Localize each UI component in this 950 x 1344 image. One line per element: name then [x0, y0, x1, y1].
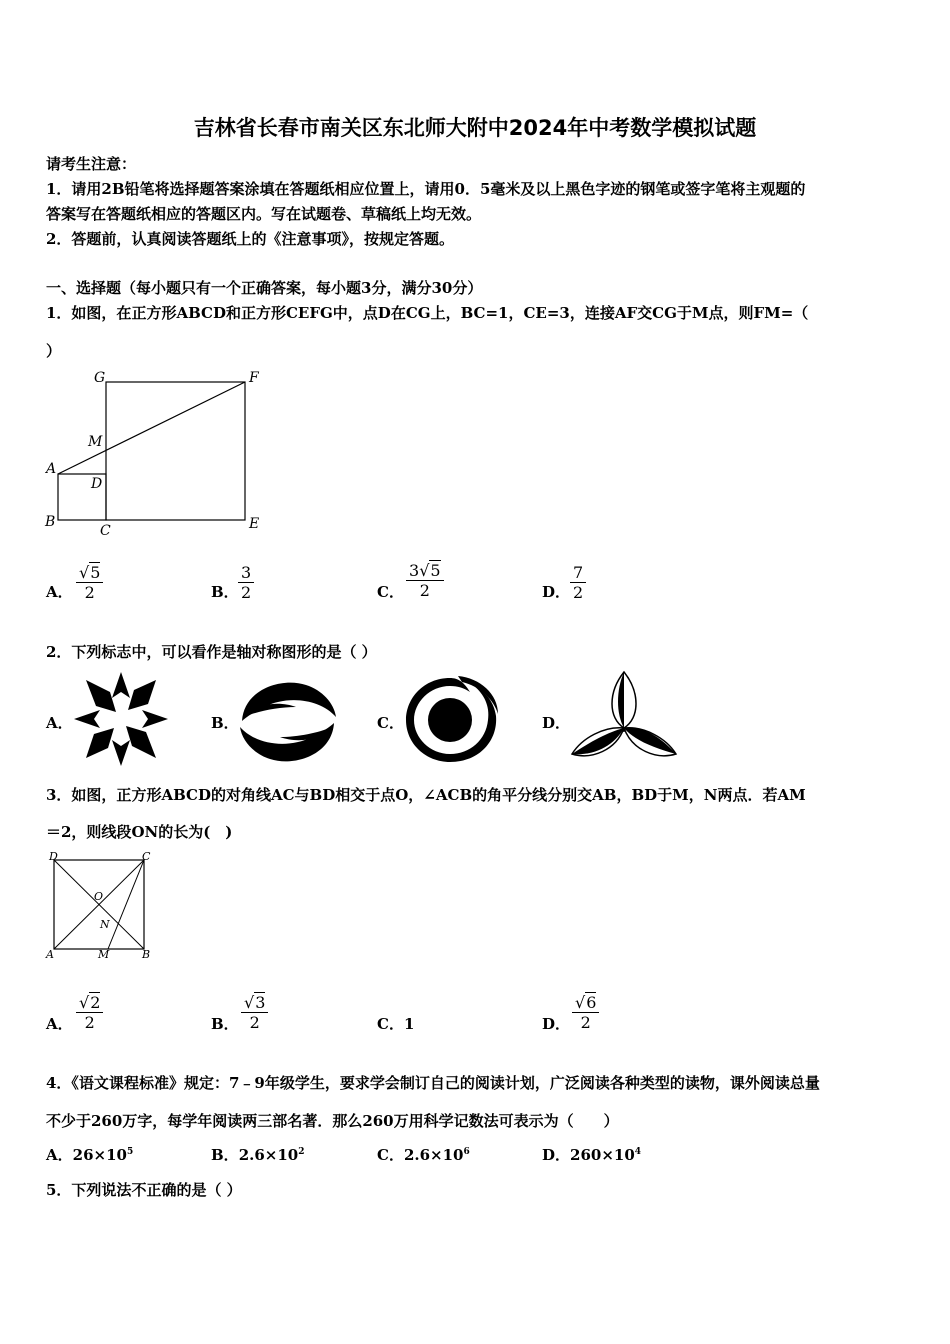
q4-option-b: B．$2.6\times 10^2$	[211, 1146, 305, 1164]
notice-heading: 请考生注意：	[46, 155, 137, 173]
question-1-figure	[44, 366, 269, 541]
q2-option-b-letter: B．	[211, 714, 239, 732]
question-3-figure	[44, 848, 160, 964]
q2-logo-a	[72, 670, 170, 768]
q3-option-c	[377, 1013, 414, 1034]
q3-label-b: B	[142, 948, 151, 961]
question-2-text: 2．下列标志中，可以看作是轴对称图形的是（ ）	[46, 643, 377, 661]
notice-line-1b: 答案写在答题纸相应的答题区内。写在试题卷、草稿纸上均无效。	[46, 205, 482, 223]
q1-option-b-letter: B．	[211, 583, 239, 601]
q1-label-g: G	[94, 370, 106, 386]
q3-label-m: M	[98, 948, 110, 961]
q1-label-a: A	[46, 461, 57, 477]
q1-option-b-value: $\frac{3}{2}$	[238, 563, 254, 602]
q3-option-a-letter: A．	[46, 1015, 73, 1033]
q3-option-c-value: 1	[403, 1015, 415, 1033]
q1-label-e: E	[249, 516, 260, 532]
q4-option-d: D．$260\times 10^4$	[542, 1146, 642, 1164]
q2-logo-d	[568, 668, 680, 766]
question-1-text-end: ）	[46, 342, 62, 360]
section-heading: 一、选择题（每小题只有一个正确答案，每小题3分，满分30分）	[46, 279, 483, 297]
q1-label-m: M	[88, 434, 103, 450]
question-3-text: 3．如图，正方形ABCD的对角线AC与BD相交于点O，∠ACB的角平分线分别交AB，BD于M，N两点．若AM	[46, 786, 806, 804]
q1-label-f: F	[249, 370, 259, 386]
notice-line-1: 1．请用2B铅笔将选择题答案涂填在答题纸相应位置上，请用0．5毫米及以上黑色字迹的钢笔或签字笔将主观题的	[46, 180, 806, 198]
q1-option-c-value: $\frac{3√5}{2}$	[406, 561, 444, 600]
q4-option-c: C．$2.6\times 10^6$	[377, 1146, 470, 1164]
q4-option-a: A．$26\times 10^5$	[46, 1146, 134, 1164]
question-4-text-end: 不少于260万字，每学年阅读两三部名著．那么260万用科学记数法可表示为（ ）	[46, 1112, 619, 1130]
q1-option-a-letter: A．	[46, 583, 73, 601]
q1-option-a-value: $\frac{√5}{2}$	[76, 563, 103, 602]
q2-logo-c	[402, 672, 500, 768]
q1-option-d-letter: D．	[542, 583, 571, 601]
q2-option-c-letter: C．	[377, 714, 404, 732]
q3-option-a-value: $\frac{√2}{2}$	[76, 993, 103, 1032]
page-title: 吉林省长春市南关区东北师大附中2024年中考数学模拟试题	[193, 116, 757, 140]
q1-label-c: C	[100, 523, 111, 539]
q2-option-a-letter: A．	[46, 714, 73, 732]
q3-option-b-value: $\frac{√3}{2}$	[241, 993, 268, 1032]
q1-label-b: B	[45, 514, 56, 530]
q2-logo-b	[236, 677, 340, 767]
q3-label-a: A	[46, 948, 54, 961]
question-3-text-end: ＝2，则线段ON的长为( )	[46, 823, 233, 841]
q3-label-c: C	[142, 850, 151, 863]
question-4-text: 4．《语文课程标准》规定：7﹣9年级学生，要求学会制订自己的阅读计划，广泛阅读各种类型的读物，课外阅读总量	[46, 1074, 820, 1092]
q3-option-b-letter: B．	[211, 1015, 239, 1033]
q1-label-d: D	[91, 476, 103, 492]
q2-option-d-letter: D．	[542, 714, 571, 732]
question-5-text: 5．下列说法不正确的是（ ）	[46, 1181, 242, 1199]
q3-label-o: O	[94, 890, 104, 903]
q3-option-d-value: $\frac{√6}{2}$	[572, 993, 599, 1032]
question-1-text: 1．如图，在正方形ABCD和正方形CEFG中，点D在CG上，BC=1，CE=3，连接AF交CG于M点，则FM=（	[46, 304, 809, 322]
q3-option-c-letter: C．	[377, 1015, 404, 1033]
q3-label-n: N	[100, 918, 110, 931]
q3-label-d: D	[49, 850, 58, 863]
q1-option-d-value: $\frac{7}{2}$	[570, 563, 586, 602]
q3-option-d-letter: D．	[542, 1015, 571, 1033]
notice-line-2: 2．答题前，认真阅读答题纸上的《注意事项》，按规定答题。	[46, 230, 454, 248]
q1-option-c-letter: C．	[377, 583, 404, 601]
